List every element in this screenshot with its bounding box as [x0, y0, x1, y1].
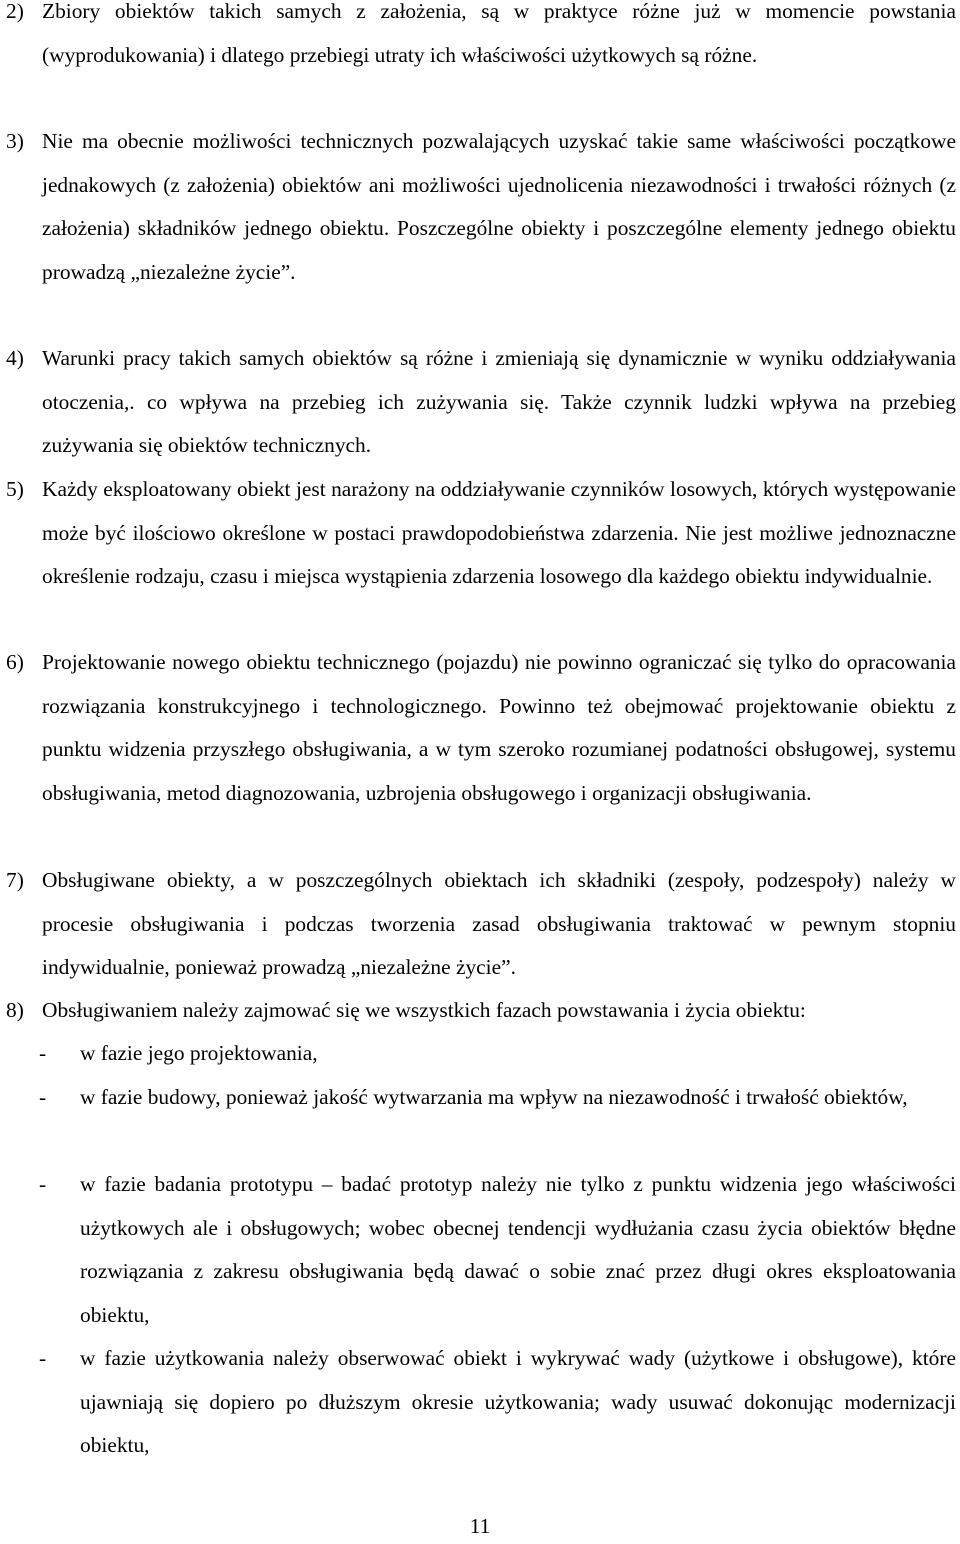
list-item-number: 8): [6, 998, 24, 1022]
list-item-8: [0, 989, 956, 1033]
sub-list-text: w fazie budowy, ponieważ jakość wytwarzania ma wpływ na niezawodność i trwałość obiektów,: [80, 1085, 908, 1109]
list-item-number: 2): [6, 0, 24, 23]
sub-list-item: [0, 1163, 956, 1337]
sub-list-text: w fazie jego projektowania,: [80, 1041, 318, 1065]
list-item-3: [0, 120, 956, 294]
list-item-number: 4): [6, 346, 24, 370]
list-item-6: [0, 641, 956, 815]
list-item-number: 7): [6, 868, 24, 892]
list-item-4: [0, 337, 956, 468]
list-item-text: Projektowanie nowego obiektu technicznego (pojazdu) nie powinno ograniczać się tylko do opracowania rozwiązania konstrukcyjnego i technologicznego. Powinno też obejmować projektowanie obiektu z punktu widzenia przyszłego obsługiwania, a w tym szeroko rozumianej podatności obsługowej, systemu obsługiwania, metod diagnozowania, uzbrojenia obsługowego i organizacji obsługiwania.: [42, 650, 956, 805]
sub-list-item: [0, 1076, 956, 1120]
sub-list-text: w fazie badania prototypu – badać prototyp należy nie tylko z punktu widzenia jego właściwości użytkowych ale i obsługowych; wobec obecnej tendencji wydłużania czasu życia obiektów błędne rozwiązania z zakresu obsługiwania będą dawać o sobie znać przez długi okres eksploatowania obiektu,: [80, 1172, 956, 1327]
list-item-2: [0, 0, 956, 77]
sub-list-dash: -: [39, 1346, 47, 1370]
list-item-number: 5): [6, 477, 24, 501]
sub-list-item: [0, 1032, 956, 1076]
sub-list-dash: -: [39, 1172, 47, 1196]
list-item-text: Obsługiwane obiekty, a w poszczególnych obiektach ich składniki (zespoły, podzespoły) należy w procesie obsługiwania i podczas tworzenia zasad obsługiwania traktować w pewnym stopniu indywidualnie, ponieważ prowadzą „niezależne życie”.: [42, 868, 956, 979]
list-item-7: [0, 859, 956, 990]
page-number: 11: [469, 1514, 491, 1538]
sub-list-item: [0, 1337, 956, 1468]
list-item-text: Każdy eksploatowany obiekt jest narażony na oddziaływanie czynników losowych, których występowanie może być ilościowo określone w postaci prawdopodobieństwa zdarzenia. Nie jest możliwe jednoznaczne określenie rodzaju, czasu i miejsca wystąpienia zdarzenia losowego dla każdego obiektu indywidualnie.: [42, 477, 956, 588]
list-item-number: 6): [6, 650, 24, 674]
sub-list-text: w fazie użytkowania należy obserwować obiekt i wykrywać wady (użytkowe i obsługowe), które ujawniają się dopiero po dłuższym okresie użytkowania; wady usuwać dokonując modernizacji obiektu,: [80, 1346, 956, 1457]
list-item-text: Obsługiwaniem należy zajmować się we wszystkich fazach powstawania i życia obiektu:: [42, 998, 806, 1022]
list-item-5: [0, 468, 956, 599]
sub-list-dash: -: [39, 1085, 47, 1109]
list-item-text: Warunki pracy takich samych obiektów są różne i zmieniają się dynamicznie w wyniku oddziaływania otoczenia,. co wpływa na przebieg ich zużywania się. Także czynnik ludzki wpływa na przebieg zużywania się obiektów technicznych.: [42, 346, 956, 457]
list-item-text: Nie ma obecnie możliwości technicznych pozwalających uzyskać takie same właściwości początkowe jednakowych (z założenia) obiektów ani możliwości ujednolicenia niezawodności i trwałości różnych (z założenia) składników jednego obiektu. Poszczególne obiekty i poszczególne elementy jednego obiektu prowadzą „niezależne życie”.: [42, 129, 956, 284]
list-item-text: Zbiory obiektów takich samych z założenia, są w praktyce różne już w momencie powstania (wyprodukowania) i dlatego przebiegi utraty ich właściwości użytkowych są różne.: [42, 0, 956, 67]
sub-list-dash: -: [39, 1041, 47, 1065]
list-item-number: 3): [6, 129, 24, 153]
